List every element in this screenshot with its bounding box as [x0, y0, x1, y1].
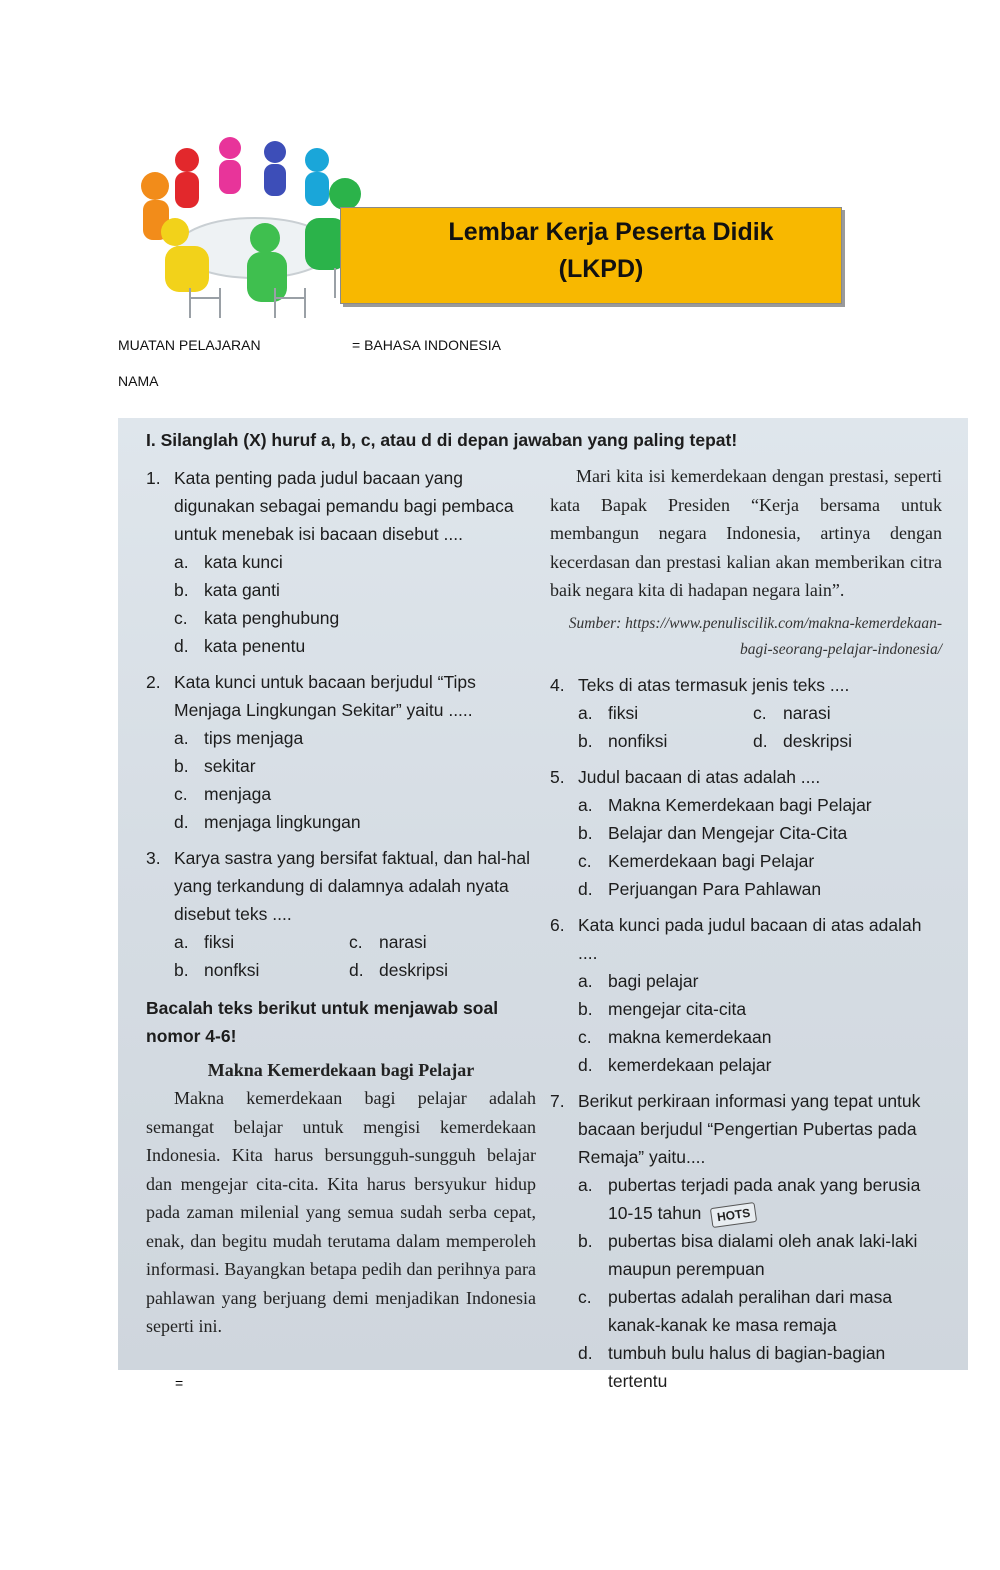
option-row-bd: [550, 727, 942, 755]
option-b[interactable]: [146, 752, 536, 780]
question-6: [550, 911, 942, 967]
option-letter: a.: [174, 552, 189, 572]
option-b[interactable]: [174, 956, 349, 984]
option-letter: d.: [753, 730, 768, 751]
option-letter: c.: [578, 1286, 592, 1307]
option-letter: a.: [578, 970, 593, 991]
option-letter: b.: [578, 730, 593, 751]
worksheet-title: Lembar Kerja Peserta Didik: [448, 218, 774, 246]
option-d[interactable]: [146, 632, 536, 660]
question-text: Kata penting pada judul bacaan yang digunakan sebagai pemandu bagi pembaca untuk menebak isi bacaan disebut ....: [174, 468, 514, 544]
option-letter: d.: [174, 812, 189, 832]
question-7: [550, 1087, 942, 1171]
option-text: makna kemerdekaan: [608, 1026, 772, 1047]
option-a[interactable]: [550, 1171, 942, 1227]
option-letter: d.: [349, 960, 364, 980]
reading-instruction: Bacalah teks berikut untuk menjawab soal nomor 4-6!: [146, 998, 499, 1046]
subject-label: MUATAN PELAJARAN: [118, 337, 261, 353]
option-row-ac: [146, 928, 536, 956]
option-text: tumbuh bulu halus di bagian-bagian tertentu: [608, 1342, 886, 1391]
hots-badge: HOTS: [710, 1201, 758, 1227]
team-logo: [135, 138, 370, 323]
option-letter: a.: [578, 702, 593, 723]
option-text: fiksi: [608, 702, 639, 723]
option-c[interactable]: [550, 1283, 942, 1339]
option-letter: a.: [174, 932, 189, 952]
question-3: [146, 844, 536, 928]
option-text: pubertas bisa dialami oleh anak laki-laki maupun perempuan: [608, 1230, 918, 1279]
option-letter: a.: [578, 1174, 593, 1195]
option-letter: c.: [753, 702, 767, 723]
option-text-a: pubertas terjadi pada anak yang berusia 10-15 tahun: [608, 1174, 921, 1223]
option-text: menjaga: [204, 784, 272, 804]
option-letter: b.: [578, 822, 593, 843]
option-letter: c.: [174, 608, 188, 628]
option-b[interactable]: [550, 1227, 942, 1283]
option-text: fiksi: [204, 932, 235, 952]
right-column: [550, 462, 942, 1395]
instruction: I. Silanglah (X) huruf a, b, c, atau d di depan jawaban yang paling tepat!: [146, 430, 738, 450]
person-pink: [219, 137, 241, 194]
question-text: Judul bacaan di atas adalah ....: [578, 766, 821, 787]
scanned-worksheet: [118, 418, 968, 1391]
option-text: Belajar dan Mengejar Cita-Cita: [608, 822, 848, 843]
option-text: kata penentu: [204, 636, 306, 656]
option-text: Makna Kemerdekaan bagi Pelajar: [608, 794, 872, 815]
option-d[interactable]: [146, 808, 536, 836]
option-text: tips menjaga: [204, 728, 304, 748]
question-text: Kata kunci untuk bacaan berjudul “Tips Menjaga Lingkungan Sekitar” yaitu .....: [174, 672, 476, 720]
option-letter: b.: [174, 580, 189, 600]
option-d[interactable]: [550, 875, 942, 903]
option-letter: a.: [578, 794, 593, 815]
option-text: kata kunci: [204, 552, 283, 572]
story-text: Makna kemerdekaan bagi pelajar adalah semangat belajar untuk mengisi kemerdekaan Indonesia. Kita harus bersungguh-sungguh belajar dan mengejar cita-cita. Kita harus bersyukur hidup pada zaman milenial yang semua sudah serba cepat, enak, dan begitu mudah terutama dalam memperoleh informasi. Bayangkan betapa pedih dan perihnya para pahlawan yang berjuang demi menjadikan Indonesia seperti ini.: [146, 1088, 536, 1336]
option-letter: d.: [578, 1342, 593, 1363]
story-title: Makna Kemerdekaan bagi Pelajar: [207, 1060, 475, 1080]
question-text: Kata kunci pada judul bacaan di atas adalah ....: [578, 914, 922, 963]
option-d[interactable]: [349, 956, 524, 984]
option-letter: a.: [174, 728, 189, 748]
subject-value: = BAHASA INDONESIA: [352, 337, 501, 353]
source-line-1: Sumber: https://www.penuliscilik.com/makna-kemerdekaan-: [568, 614, 942, 632]
question-text: Teks di atas termasuk jenis teks ....: [578, 674, 850, 695]
question-number: 5.: [550, 766, 565, 787]
option-text: kemerdekaan pelajar: [608, 1054, 772, 1075]
question-4: [550, 671, 942, 699]
option-text: nonfksi: [204, 960, 260, 980]
option-c[interactable]: [146, 604, 536, 632]
option-a[interactable]: [550, 791, 942, 819]
option-text: sekitar: [204, 756, 256, 776]
option-c[interactable]: [753, 699, 928, 727]
option-letter: c.: [349, 932, 363, 952]
question-text: Berikut perkiraan informasi yang tepat untuk bacaan berjudul “Pengertian Pubertas pada Remaja” yaitu....: [578, 1090, 921, 1167]
option-text: menjaga lingkungan: [204, 812, 361, 832]
option-b[interactable]: [550, 995, 942, 1023]
question-text: Karya sastra yang bersifat faktual, dan hal-hal yang terkandung di dalamnya adalah nyata disebut teks ....: [174, 848, 531, 924]
person-red: [175, 148, 199, 208]
story-continuation: Mari kita isi kemerdekaan dengan prestasi, seperti kata Bapak Presiden “Kerja bersama untuk membangun negara Indonesia, artinya dengan kecerdasan dan prestasi kalian akan memberikan citra baik negara kita di hadapan negara lain”.: [550, 466, 942, 600]
question-number: 1.: [146, 468, 161, 488]
question-number: 3.: [146, 848, 161, 868]
left-column: [146, 464, 536, 1341]
option-text: deskripsi: [783, 730, 853, 751]
question-number: 4.: [550, 674, 565, 695]
option-c[interactable]: [550, 1023, 942, 1051]
option-d[interactable]: [550, 1051, 942, 1079]
option-letter: d.: [578, 878, 593, 899]
option-a[interactable]: [578, 699, 753, 727]
question-5: [550, 763, 942, 791]
question-1: [146, 464, 536, 548]
option-text: [608, 1171, 942, 1227]
option-letter: b.: [174, 756, 189, 776]
option-text: narasi: [783, 702, 831, 723]
option-letter: b.: [174, 960, 189, 980]
option-letter: d.: [174, 636, 189, 656]
option-text: kata ganti: [204, 580, 280, 600]
option-letter: c.: [174, 784, 188, 804]
option-b[interactable]: [578, 727, 753, 755]
option-a[interactable]: [146, 548, 536, 576]
option-a[interactable]: [550, 967, 942, 995]
option-d[interactable]: [550, 1339, 942, 1395]
option-d[interactable]: [753, 727, 928, 755]
person-cyan: [305, 148, 329, 206]
option-b[interactable]: [550, 819, 942, 847]
option-letter: b.: [578, 998, 593, 1019]
person-purple: [264, 141, 286, 196]
option-a[interactable]: [174, 928, 349, 956]
option-c[interactable]: [146, 780, 536, 808]
question-number: 2.: [146, 672, 161, 692]
question-number: 7.: [550, 1090, 565, 1111]
option-text: mengejar cita-cita: [608, 998, 747, 1019]
option-c[interactable]: [550, 847, 942, 875]
option-b[interactable]: [146, 576, 536, 604]
option-text: kata penghubung: [204, 608, 340, 628]
option-letter: c.: [578, 1026, 592, 1047]
option-letter: d.: [578, 1054, 593, 1075]
question-2: [146, 668, 536, 724]
question-number: 6.: [550, 914, 565, 935]
option-a[interactable]: [146, 724, 536, 752]
worksheet-subtitle: (LKPD): [558, 255, 644, 283]
footer-equals: =: [175, 1375, 184, 1391]
option-text: Perjuangan Para Pahlawan: [608, 878, 822, 899]
option-row-ac: [550, 699, 942, 727]
option-text: narasi: [379, 932, 427, 952]
option-row-bd: [146, 956, 536, 984]
option-text: bagi pelajar: [608, 970, 699, 991]
source-line-2: bagi-seorang-pelajar-indonesia/: [739, 640, 942, 658]
option-text: nonfiksi: [608, 730, 668, 751]
option-text: Kemerdekaan bagi Pelajar: [608, 850, 815, 871]
option-letter: b.: [578, 1230, 593, 1251]
option-letter: c.: [578, 850, 592, 871]
header-banner: [340, 207, 842, 304]
name-label: NAMA: [118, 373, 159, 389]
option-c[interactable]: [349, 928, 524, 956]
option-text: deskripsi: [379, 960, 449, 980]
option-text: pubertas adalah peralihan dari masa kanak-kanak ke masa remaja: [608, 1286, 893, 1335]
